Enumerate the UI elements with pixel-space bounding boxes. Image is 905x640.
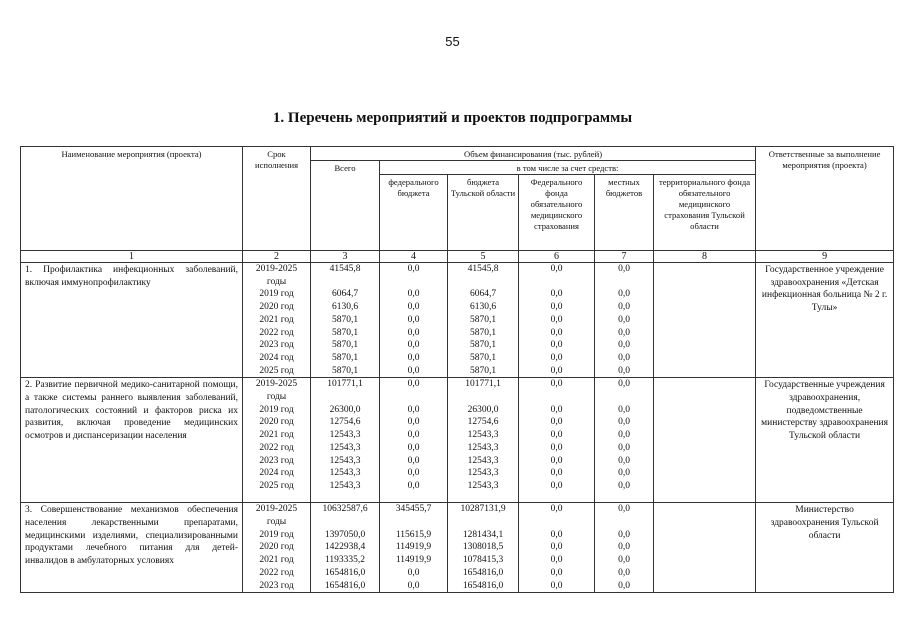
column-number: 9	[756, 251, 894, 263]
total-cell: 10632587,6 1397050,0 1422938,4 1193335,2 1654816,0 1654816,0	[311, 503, 380, 593]
local-cell: 0,0 0,0 0,0 0,0 0,0 0,0	[595, 503, 654, 593]
measures-table	[20, 146, 894, 593]
page-title: 1. Перечень мероприятий и проектов подпрограммы	[272, 110, 633, 126]
header-tfoms: территориального фонда обязательного медицинского страхования Тульской области	[654, 175, 756, 251]
tfoms-cell	[654, 378, 756, 503]
column-number: 4	[380, 251, 448, 263]
regional-cell: 10287131,9 1281434,1 1308018,5 1078415,3 1654816,0 1654816,0	[448, 503, 519, 593]
column-number: 6	[519, 251, 595, 263]
measure-name: 2. Развитие первичной медико-санитарной помощи, а также системы раннего выявления заболеваний, патологических состояний и факторов риска их развития, включая проведение медицинских осмотров и диспансеризации населения	[21, 378, 243, 503]
header-total: Всего	[311, 161, 380, 251]
federal-cell: 0,0 0,0 0,0 0,0 0,0 0,0 0,0 0,0	[380, 378, 448, 503]
table-row	[21, 263, 894, 378]
local-cell: 0,0 0,0 0,0 0,0 0,0 0,0 0,0 0,0	[595, 263, 654, 378]
term-cell: 2019-2025 годы 2019 год 2020 год 2021 год 2022 год 2023 год	[243, 503, 311, 593]
total-cell: 101771,1 26300,0 12754,6 12543,3 12543,3 12543,3 12543,3 12543,3	[311, 378, 380, 503]
header-local: местных бюджетов	[595, 175, 654, 251]
header-funding: Объем финансирования (тыс. рублей)	[311, 147, 756, 161]
ffoms-cell: 0,0 0,0 0,0 0,0 0,0 0,0 0,0 0,0	[519, 263, 595, 378]
total-cell: 41545,8 6064,7 6130,6 5870,1 5870,1 5870,1 5870,1 5870,1	[311, 263, 380, 378]
responsible-cell: Государственное учреждение здравоохранения «Детская инфекционная больница № 2 г. Тулы»	[756, 263, 894, 378]
table-row	[21, 503, 894, 593]
column-number: 7	[595, 251, 654, 263]
column-numbers-row	[21, 251, 894, 263]
header-ffoms: Федерального фонда обязательного медицинского страхования	[519, 175, 595, 251]
header-regional: бюджета Тульской области	[448, 175, 519, 251]
column-number: 5	[448, 251, 519, 263]
regional-cell: 41545,8 6064,7 6130,6 5870,1 5870,1 5870,1 5870,1 5870,1	[448, 263, 519, 378]
ffoms-cell: 0,0 0,0 0,0 0,0 0,0 0,0 0,0 0,0	[519, 378, 595, 503]
header-term: Срок исполнения	[243, 147, 311, 251]
measure-name: 1. Профилактика инфекционных заболеваний, включая иммунопрофилактику	[21, 263, 243, 378]
responsible-cell: Государственные учреждения здравоохранения, подведомственные министерству здравоохранения Тульской области	[756, 378, 894, 503]
column-number: 3	[311, 251, 380, 263]
federal-cell: 0,0 0,0 0,0 0,0 0,0 0,0 0,0 0,0	[380, 263, 448, 378]
column-number: 8	[654, 251, 756, 263]
local-cell: 0,0 0,0 0,0 0,0 0,0 0,0 0,0 0,0	[595, 378, 654, 503]
responsible-cell: Министерство здравоохранения Тульской области	[756, 503, 894, 593]
column-number: 2	[243, 251, 311, 263]
table-row	[21, 378, 894, 503]
header-including: в том числе за счет средств:	[380, 161, 756, 175]
header-responsible: Ответственные за выполнение мероприятия (проекта)	[756, 147, 894, 251]
column-number: 1	[21, 251, 243, 263]
regional-cell: 101771,1 26300,0 12754,6 12543,3 12543,3 12543,3 12543,3 12543,3	[448, 378, 519, 503]
term-cell: 2019-2025 годы 2019 год 2020 год 2021 год 2022 год 2023 год 2024 год 2025 год	[243, 263, 311, 378]
header-name: Наименование мероприятия (проекта)	[21, 147, 243, 251]
term-cell: 2019-2025 годы 2019 год 2020 год 2021 год 2022 год 2023 год 2024 год 2025 год	[243, 378, 311, 503]
ffoms-cell: 0,0 0,0 0,0 0,0 0,0 0,0	[519, 503, 595, 593]
header-federal: федерального бюджета	[380, 175, 448, 251]
tfoms-cell	[654, 503, 756, 593]
federal-cell: 345455,7 115615,9 114919,9 114919,9 0,0 0,0	[380, 503, 448, 593]
tfoms-cell	[654, 263, 756, 378]
measure-name: 3. Совершенствование механизмов обеспечения населения лекарственными препаратами, медицинскими изделиями, специализированными продуктами лечебного питания для детей-инвалидов в амбулаторных условиях	[21, 503, 243, 593]
page-number: 55	[445, 34, 460, 49]
